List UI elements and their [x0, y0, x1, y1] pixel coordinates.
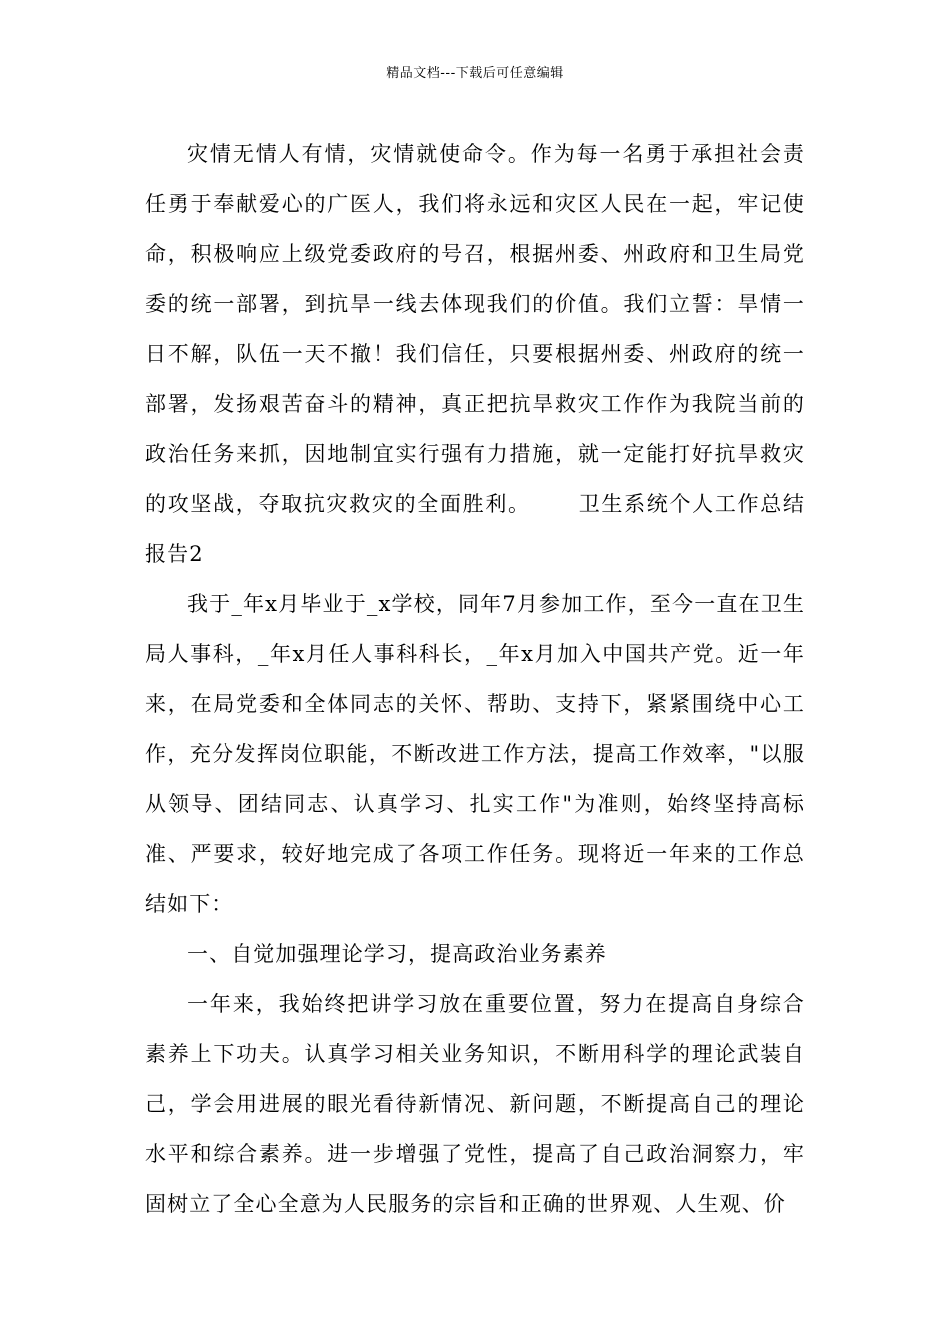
paragraph-text: 灾情无情人有情，灾情就使命令。作为每一名勇于承担社会责任勇于奉献爱心的广医人，我们将永远和灾区人民在一起，牢记使命，积极响应上级党委政府的号召，根据州委、州政府和卫生局党委的统一部署，到抗旱一线去体现我们的价值。我们立誓：旱情一日不解，队伍一天不撤！我们信任，只要根据州委、州政府的统一部署，发扬艰苦奋斗的精神，真正把抗旱救灾工作作为我院当前的政治任务来抓，因地制宜实行强有力措施，就一定能打好抗旱救灾的攻坚战，夺取抗灾救灾的全面胜利。	[145, 142, 805, 516]
section-title-report-2: 卫生系统个人工作总结报告2	[145, 492, 805, 566]
paragraph-work-history: 我于_年x月毕业于_x学校，同年7月参加工作，至今一直在卫生局人事科，_年x月任人事科科长，_年x月加入中国共产党。近一年来，在局党委和全体同志的关怀、帮助、支持下，紧紧围绕中心工作，充分发挥岗位职能，不断改进工作方法，提高工作效率，"以服从领导、团结同志、认真学习、扎实工作"为准则，始终坚持高标准、严要求，较好地完成了各项工作任务。现将近一年来的工作总结如下：	[145, 592, 805, 916]
section-heading-theory-study: 一、自觉加强理论学习，提高政治业务素养	[187, 942, 607, 966]
paragraph-study-summary: 一年来，我始终把讲学习放在重要位置，努力在提高自身综合素养上下功夫。认真学习相关业务知识，不断用科学的理论武装自己，学会用进展的眼光看待新情况、新问题，不断提高自己的理论水平和综合素养。进一步增强了党性，提高了自己政治洞察力，牢固树立了全心全意为人民服务的宗旨和正确的世界观、人生观、价	[145, 992, 805, 1216]
paragraph-disaster-relief	[145, 129, 805, 579]
page-header: 精品文档---下载后可任意编辑	[386, 66, 564, 81]
document-body	[145, 129, 805, 1229]
